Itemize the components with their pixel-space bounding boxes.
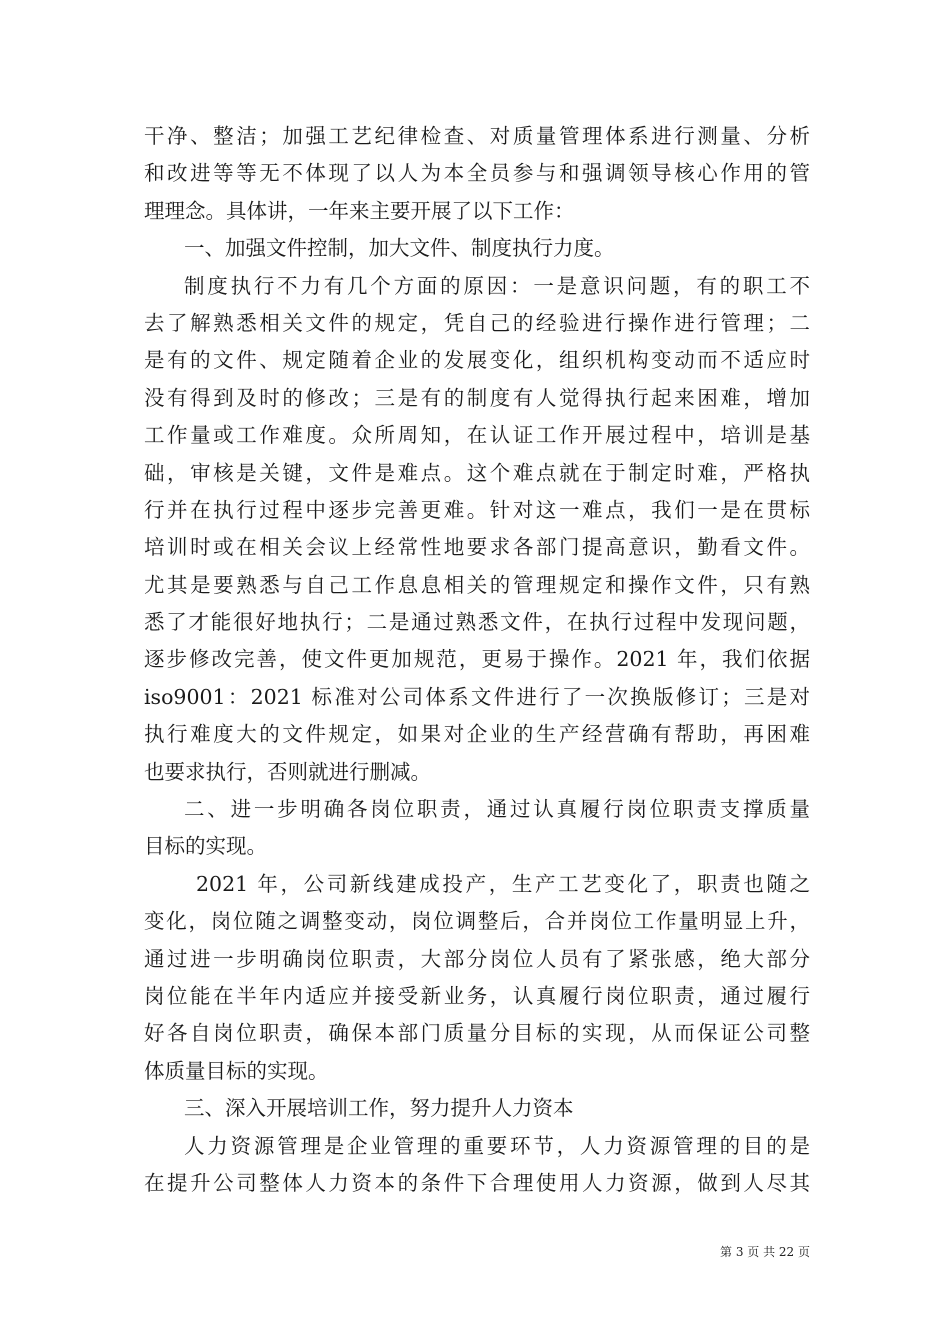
text-line: 2021 年，公司新线建成投产，生产工艺变化了，职责也随之	[196, 871, 810, 896]
text-line: 理理念。具体讲，一年来主要开展了以下工作：	[144, 198, 575, 223]
section-heading-2: 二、进一步明确各岗位职责，通过认真履行岗位职责支撑质量	[184, 797, 810, 822]
section-heading-2-cont: 目标的实现。	[144, 834, 267, 859]
text-line: 变化，岗位随之调整变动，岗位调整后，合并岗位工作量明显上升，	[144, 909, 810, 934]
text-line: iso9001：2021 标准对公司体系文件进行了一次换版修订；三是对	[144, 684, 810, 709]
text-line: 工作量或工作难度。众所周知，在认证工作开展过程中，培训是基	[144, 423, 810, 448]
text-line: 好各自岗位职责，确保本部门质量分目标的实现，从而保证公司整	[144, 1021, 810, 1046]
text-line: 也要求执行，否则就进行删减。	[144, 759, 431, 784]
text-line: 制度执行不力有几个方面的原因：一是意识问题，有的职工不	[184, 273, 810, 298]
text-line: 执行难度大的文件规定，如果对企业的生产经营确有帮助，再困难	[144, 722, 810, 747]
text-line: 没有得到及时的修改；三是有的制度有人觉得执行起来困难，增加	[144, 385, 810, 410]
section-heading-1: 一、加强文件控制，加大文件、制度执行力度。	[184, 236, 615, 261]
text-line: 通过进一步明确岗位职责，大部分岗位人员有了紧张感，绝大部分	[144, 946, 810, 971]
text-line: 干净、整洁；加强工艺纪律检查、对质量管理体系进行测量、分析	[144, 124, 810, 148]
text-line: 人力资源管理是企业管理的重要环节，人力资源管理的目的是	[184, 1133, 810, 1158]
text-line: 逐步修改完善，使文件更加规范，更易于操作。2021 年，我们依据	[144, 647, 810, 672]
text-line: 培训时或在相关会议上经常性地要求各部门提高意识，勤看文件。	[144, 535, 810, 560]
text-line: 悉了才能很好地执行；二是通过熟悉文件，在执行过程中发现问题，	[144, 610, 810, 635]
text-line: 础，审核是关键，文件是难点。这个难点就在于制定时难，严格执	[144, 460, 810, 485]
text-line: 和改进等等无不体现了以人为本全员参与和强调领导核心作用的管	[144, 161, 810, 186]
text-line: 岗位能在半年内适应并接受新业务，认真履行岗位职责，通过履行	[144, 983, 810, 1008]
page-number: 第 3 页 共 22 页	[720, 1245, 810, 1259]
section-heading-3: 三、深入开展培训工作，努力提升人力资本	[184, 1096, 574, 1121]
text-line: 在提升公司整体人力资本的条件下合理使用人力资源，做到人尽其	[144, 1170, 810, 1195]
text-line: 是有的文件、规定随着企业的发展变化，组织机构变动而不适应时	[144, 348, 810, 373]
document-body	[144, 118, 810, 1202]
text-line: 去了解熟悉相关文件的规定，凭自己的经验进行操作进行管理；二	[144, 310, 810, 335]
text-line: 行并在执行过程中逐步完善更难。针对这一难点，我们一是在贯标	[144, 497, 810, 522]
text-line: 体质量目标的实现。	[144, 1058, 329, 1083]
text-line: 尤其是要熟悉与自己工作息息相关的管理规定和操作文件，只有熟	[144, 572, 810, 597]
